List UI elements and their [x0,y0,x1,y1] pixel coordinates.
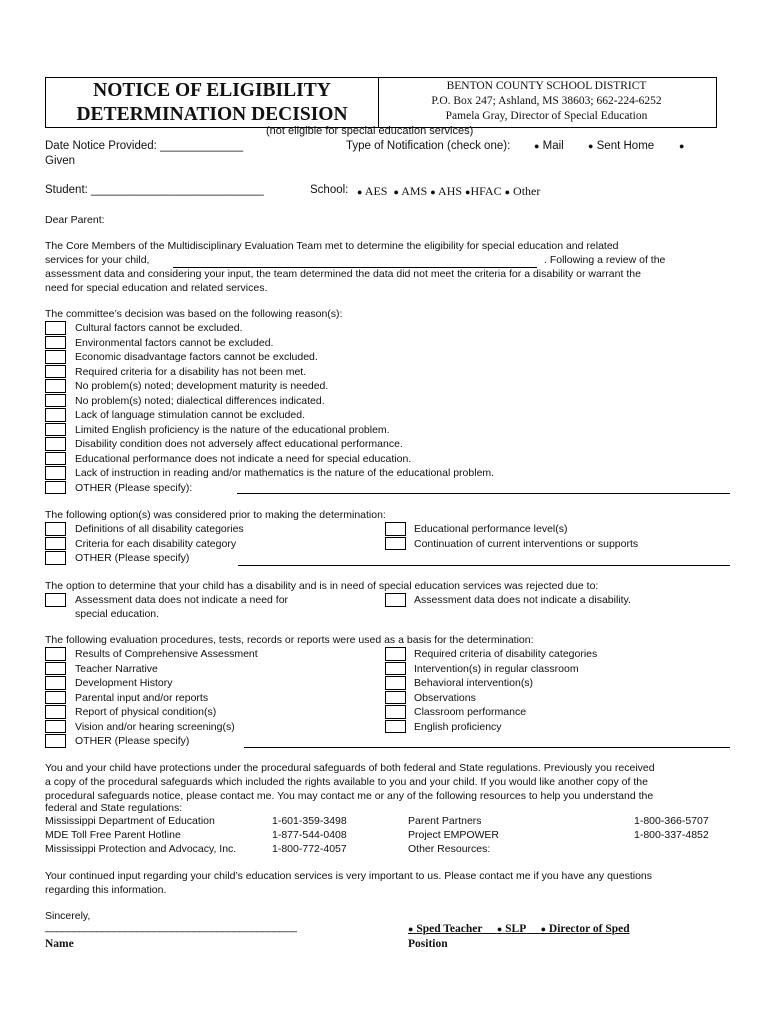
reason-label: Environmental factors cannot be excluded. [75,336,274,349]
reason-label: Economic disadvantage factors cannot be excluded. [75,351,318,363]
resource-phone: 1-800-337-4852 [634,829,709,841]
reason-checkbox[interactable] [45,423,66,437]
option-label: Definitions of all disability categories [75,523,244,535]
reason-checkbox[interactable] [45,350,66,364]
signature-line[interactable]: ____________________________________________ [45,921,297,933]
option-label: Educational performance level(s) [414,523,568,535]
school-option-ams[interactable]: AMS [401,184,428,198]
option-checkbox[interactable] [385,522,406,536]
bullet-icon: ● [588,141,594,151]
reason-label: Limited English proficiency is the nature of the educational problem. [75,423,390,436]
rejected-right: Assessment data does not indicate a disability. [414,594,631,606]
resource-name: MDE Toll Free Parent Hotline [45,829,181,841]
resource-name: Mississippi Department of Education [45,815,215,827]
notification-option-other[interactable] [679,140,684,152]
procedure-checkbox[interactable] [45,705,66,719]
safeguards-line-1: You and your child have protections under the procedural safeguards of both federal and State regulations. Previously you received [45,762,655,774]
position-options[interactable] [408,923,630,935]
closing-line-1: Your continued input regarding your child’s education services is very important to us. Please contact me if you have any questions [45,870,653,882]
procedure-label: Results of Comprehensive Assessment [75,648,258,660]
bullet-icon: ● [357,187,363,197]
bullet-icon: ● [540,924,547,934]
procedures-heading: The following evaluation procedures, tests, records or reports were used as a basis for the determination: [45,634,534,646]
reasons-heading: The committee’s decision was based on the following reason(s): [45,308,343,320]
bullet-icon: ● [534,141,540,151]
notification-option-sent-home[interactable] [588,140,654,152]
reason-checkbox[interactable] [45,336,66,350]
procedure-checkbox[interactable] [45,691,66,705]
procedure-label: Classroom performance [414,706,527,718]
student-label: Student: [45,184,88,196]
reason-checkbox[interactable] [45,365,66,379]
intro-line-2a: services for your child, [45,254,150,266]
resource-name: Parent Partners [408,815,482,827]
procedure-checkbox[interactable] [45,734,66,748]
option-label: Criteria for each disability category [75,537,237,550]
intro-line-1: The Core Members of the Multidisciplinary Evaluation Team met to determine the eligibility for special education and related [45,240,619,252]
school-option-ahs[interactable]: AHS [438,184,463,198]
resource-name: Mississippi Protection and Advocacy, Inc. [45,843,237,855]
procedure-label: Vision and/or hearing screening(s) [75,720,235,733]
reason-checkbox[interactable] [45,379,66,393]
student-blank[interactable]: ___________________________ [91,184,264,196]
reason-label: Lack of instruction in reading and/or mathematics is the nature of the educational problem. [75,467,495,479]
procedure-other-line[interactable] [244,747,730,748]
title-line-1: NOTICE OF ELIGIBILITY [93,80,331,101]
resource-phone: 1-800-366-5707 [634,815,709,827]
procedure-label: Development History [75,677,173,689]
reason-checkbox[interactable] [45,466,66,480]
procedure-label: Parental input and/or reports [75,691,209,704]
resource-phone: 1-800-772-4057 [272,843,347,855]
intro-line-2b: . Following a review of the [544,254,666,266]
procedure-label: OTHER (Please specify) [75,735,190,747]
resource-name: Project EMPOWER [408,829,500,841]
resource-phone: 1-877-544-0408 [272,829,347,841]
option-checkbox[interactable] [45,551,66,565]
reason-label: Disability condition does not adversely affect educational performance. [75,438,403,450]
procedure-checkbox[interactable] [45,647,66,661]
date-label: Date Notice Provided: [45,140,161,152]
resource-phone: 1-601-359-3498 [272,815,347,827]
reason-checkbox[interactable] [45,408,66,422]
procedure-label: Observations [414,691,476,704]
district-address: P.O. Box 247; Ashland, MS 38603; 662-224-6252 [431,95,662,107]
reason-checkbox[interactable] [45,481,66,495]
option-checkbox[interactable] [45,537,66,551]
district-box [377,77,717,128]
reason-label: Lack of language stimulation cannot be excluded. [75,409,305,421]
sent-home-label: Sent Home [596,140,655,152]
bullet-icon: ● [465,187,471,197]
safeguards-line-2: a copy of the procedural safeguards which included the rights available to you and your child. If you would like another copy of the [45,776,648,788]
reason-label: Required criteria for a disability has not been met. [75,365,307,378]
reason-checkbox[interactable] [45,437,66,451]
sincerely: Sincerely, [45,910,91,922]
position-sped-teacher[interactable]: Sped Teacher [416,923,483,935]
reason-label: Cultural factors cannot be excluded. [75,322,243,334]
bullet-icon: ● [504,187,511,197]
reason-checkbox[interactable] [45,394,66,408]
reason-label: Educational performance does not indicate a need for special education. [75,452,412,465]
position-director-of-sped[interactable]: Director of Sped [548,923,630,935]
option-label: Continuation of current interventions or supports [414,537,639,550]
intro-line-4: need for special education and related services. [45,282,268,294]
bullet-icon: ● [430,187,436,197]
date-provided[interactable] [45,140,243,152]
procedure-checkbox[interactable] [385,720,406,734]
mail-label: Mail [542,140,564,152]
notification-option-mail[interactable] [534,140,564,152]
procedure-label: Required criteria of disability categories [414,648,598,660]
procedure-checkbox[interactable] [385,662,406,676]
reason-label: OTHER (Please specify): [75,481,193,494]
rejected-heading: The option to determine that your child has a disability and is in need of special education services was rejected due to: [45,580,599,592]
title-box [45,77,379,128]
title-line-2: DETERMINATION DECISION [76,104,348,125]
closing-line-2: regarding this information. [45,884,167,896]
rejected-left-line-2: special education. [75,608,160,620]
subtitle: (not eligible for special education services) [266,125,474,137]
intro-line-3: assessment data and considering your input, the team determined the data did not meet the criteria for a disability or warrant the [45,268,641,280]
salutation: Dear Parent: [45,214,105,226]
date-blank[interactable]: _____________ [160,140,244,152]
option-label: OTHER (Please specify) [75,552,190,564]
bullet-icon: ● [679,141,685,151]
procedure-label: Intervention(s) in regular classroom [414,662,579,675]
procedure-checkbox[interactable] [385,647,406,661]
district-name: BENTON COUNTY SCHOOL DISTRICT [446,80,647,92]
position-slp[interactable]: SLP [505,923,527,935]
district-director: Pamela Gray, Director of Special Education [445,110,648,122]
date-label-cont: Given [45,155,76,167]
student-field[interactable] [45,184,264,196]
option-other-line[interactable] [238,565,730,566]
school-option-aes[interactable]: AES [364,184,388,198]
procedure-label: Behavioral intervention(s) [414,677,534,689]
safeguards-line-3: procedural safeguards notice, please contact me. You may contact me or any of the following resources to help you understand the [45,790,654,802]
resource-name: Other Resources: [408,843,491,855]
bullet-icon: ● [496,924,503,934]
school-label: School: [310,184,349,196]
rejected-checkbox[interactable] [45,593,66,607]
procedure-checkbox[interactable] [385,676,406,690]
name-label: Name [45,938,74,950]
option-checkbox[interactable] [385,537,406,551]
school-options[interactable] [357,184,540,199]
reason-label: No problem(s) noted; development maturity is needed. [75,380,329,392]
procedure-label: English proficiency [414,720,502,733]
procedure-checkbox[interactable] [385,691,406,705]
reason-checkbox[interactable] [45,321,66,335]
procedure-checkbox[interactable] [385,705,406,719]
bullet-icon: ● [393,187,399,197]
options-heading: The following option(s) was considered prior to making the determination: [45,509,386,521]
reason-other-line[interactable] [237,493,730,494]
position-label: Position [408,938,448,950]
reason-label: No problem(s) noted; dialectical differences indicated. [75,394,325,407]
option-checkbox[interactable] [45,522,66,536]
bullet-icon: ● [408,924,414,934]
procedure-checkbox[interactable] [45,676,66,690]
reason-checkbox[interactable] [45,452,66,466]
procedure-label: Report of physical condition(s) [75,706,217,718]
rejected-checkbox[interactable] [385,593,406,607]
school-option-other[interactable]: Other [513,184,541,198]
safeguards-line-4: federal and State regulations: [45,802,183,814]
procedure-checkbox[interactable] [45,662,66,676]
procedure-checkbox[interactable] [45,720,66,734]
procedure-label: Teacher Narrative [75,662,158,675]
rejected-left-line-1: Assessment data does not indicate a need for [75,594,289,606]
notification-type-label: Type of Notification (check one): [346,140,511,152]
school-option-hfac[interactable]: HFAC [470,184,502,198]
